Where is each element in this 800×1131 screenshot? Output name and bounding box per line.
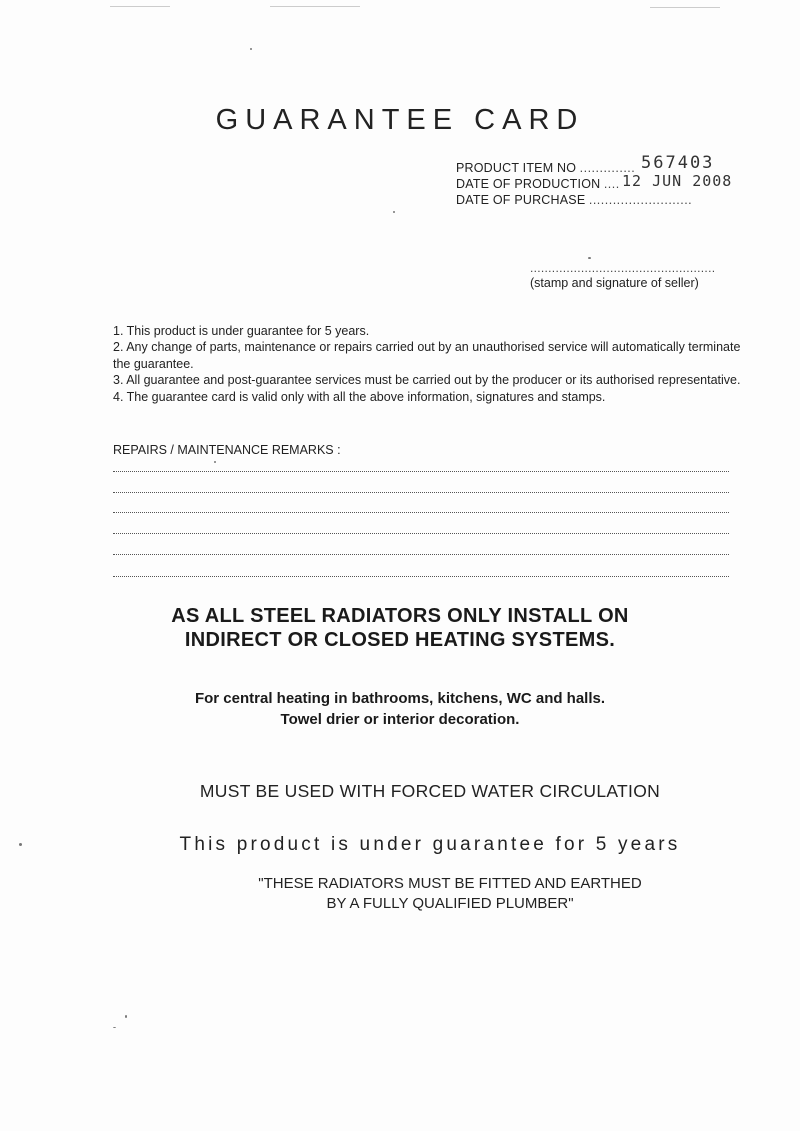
scan-speck (19, 843, 22, 846)
term-item: 2. Any change of parts, maintenance or repairs carried out by an unauthorised service will automatically terminate the guarantee. (113, 340, 741, 371)
purchase-date-dots: .......... (588, 193, 629, 207)
scan-speck (113, 1027, 116, 1028)
guarantee-terms (113, 323, 743, 405)
seller-signature-line: ................................................... (530, 261, 716, 275)
product-info-block (456, 153, 733, 208)
purchase-date-dots-tail: ................ (628, 193, 693, 207)
production-date-row (456, 172, 733, 192)
forced-circulation-notice: MUST BE USED WITH FORCED WATER CIRCULATION (199, 781, 661, 801)
usage-line: Towel drier or interior decoration. (280, 711, 520, 728)
purchase-date-label: DATE OF PURCHASE (456, 193, 586, 207)
scan-artifact (270, 6, 360, 7)
product-item-dots: .............. (579, 161, 636, 175)
term-item: 3. All guarantee and post-guarantee services must be carried out by the producer or its authorised representative. (113, 373, 741, 388)
purchase-date-row (456, 192, 692, 208)
remarks-line (113, 554, 729, 555)
remarks-line (113, 512, 729, 513)
guarantee-statement: This product is under guarantee for 5 years (179, 834, 681, 855)
scan-speck (588, 257, 591, 259)
scan-artifact (650, 7, 720, 8)
scan-artifact (110, 6, 170, 7)
scan-speck (125, 1015, 127, 1018)
warning-line: INDIRECT OR CLOSED HEATING SYSTEMS. (184, 629, 616, 651)
fitting-notice (0, 874, 800, 914)
warning-line: AS ALL STEEL RADIATORS ONLY INSTALL ON (171, 605, 629, 627)
term-item: 4. The guarantee card is valid only with all the above information, signatures and stamps. (113, 389, 606, 404)
scan-speck (214, 461, 216, 463)
installation-warning (0, 604, 800, 652)
fitting-line: BY A FULLY QUALIFIED PLUMBER" (326, 895, 574, 912)
product-item-label: PRODUCT ITEM NO (456, 161, 577, 175)
scan-speck (393, 211, 395, 213)
production-date-value: 12 JUN 2008 (622, 172, 733, 190)
remarks-line (113, 533, 729, 534)
usage-line: For central heating in bathrooms, kitchens, WC and halls. (194, 690, 606, 707)
scan-speck (250, 48, 252, 50)
page-title: GUARANTEE CARD (215, 104, 585, 136)
product-item-value: 567403 (641, 153, 715, 173)
seller-signature-caption: (stamp and signature of seller) (530, 276, 699, 290)
remarks-line (113, 471, 729, 472)
remarks-line (113, 492, 729, 493)
production-date-label: DATE OF PRODUCTION (456, 177, 601, 191)
usage-description (0, 688, 800, 730)
term-item: 1. This product is under guarantee for 5 years. (113, 324, 370, 338)
remarks-label: REPAIRS / MAINTENANCE REMARKS : (113, 443, 341, 457)
remarks-line (113, 576, 729, 577)
fitting-line: "THESE RADIATORS MUST BE FITTED AND EARTHED (258, 875, 642, 892)
production-date-dots: .... (603, 177, 620, 191)
